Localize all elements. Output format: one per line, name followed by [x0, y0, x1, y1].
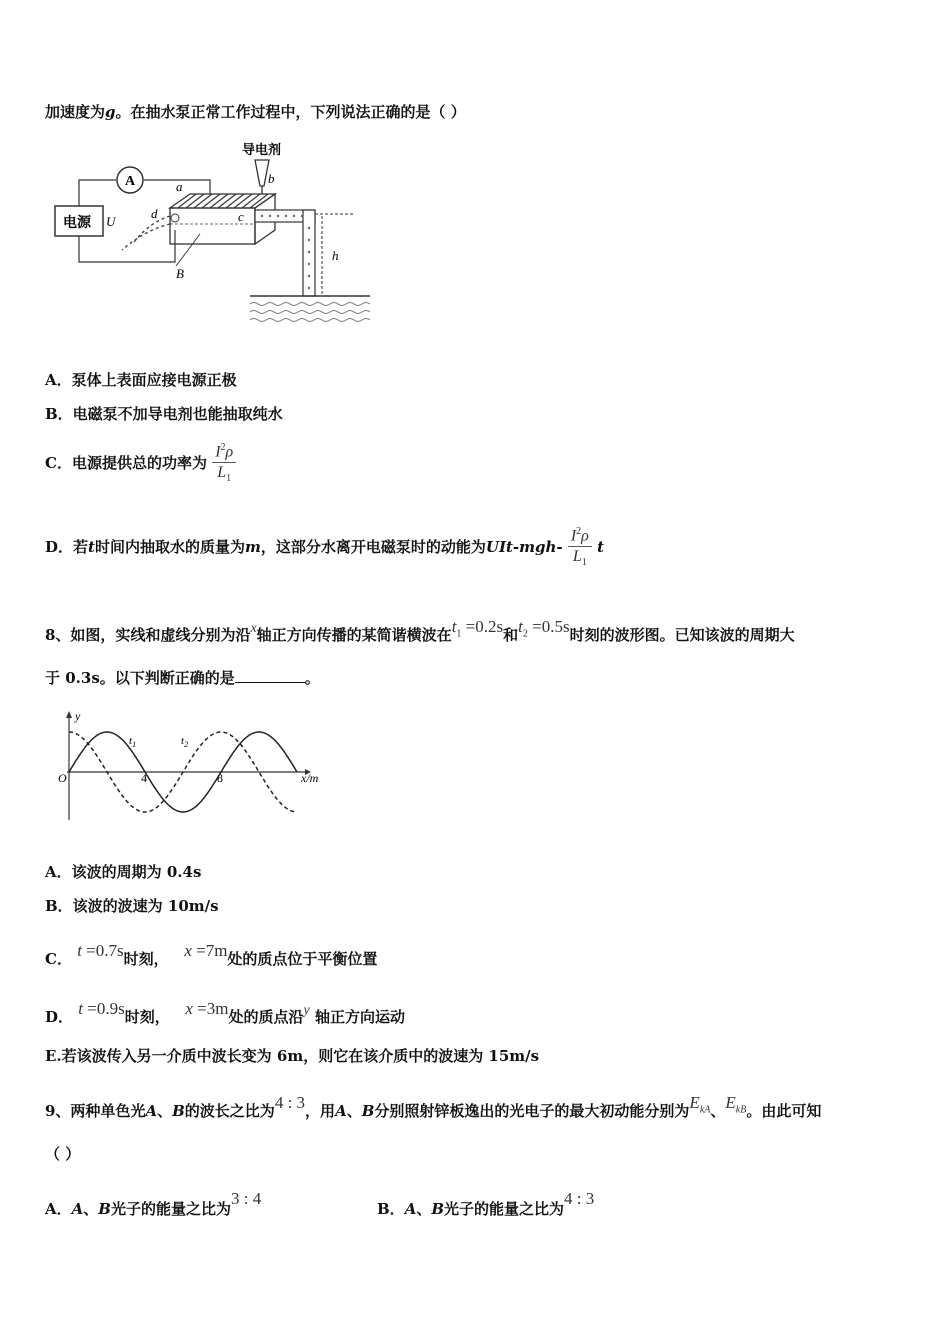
q8-option-b[interactable]: B．该波的波速为 10m/s	[45, 897, 219, 915]
q7-pump-diagram	[50, 138, 390, 338]
label-B: B	[176, 266, 184, 281]
q8-stem-line2: 于 0.3s。以下判断正确的是 。	[45, 669, 320, 687]
q9-stem-line1: 9、两种单色光A、B的波长之比为4 : 3，用A、B分别照射锌板逸出的光电子的最大初动能分别为$E_{kA}$、$E_{kB}$。由此可知	[45, 1093, 822, 1120]
x-tick-8: 8	[217, 771, 223, 785]
label-ammeter: A	[125, 174, 136, 189]
q8-option-d[interactable]: D． t =0.9s时刻， x =3m处的质点沿y 轴正方向运动	[45, 999, 405, 1026]
water-stream	[122, 216, 170, 250]
agent-funnel	[255, 160, 269, 186]
x-tick-4: 4	[141, 771, 147, 785]
label-t1: $t_1$	[129, 735, 137, 749]
answer-blank[interactable]	[235, 668, 305, 683]
label-d: d	[151, 206, 158, 221]
label-h: h	[332, 248, 339, 263]
origin-label: O	[58, 771, 67, 785]
q7-intro: 加速度为g。在抽水泵正常工作过程中，下列说法正确的是（ ）	[45, 103, 466, 121]
q9-option-a[interactable]: A．A、B光子的能量之比为3 : 4	[45, 1189, 262, 1218]
q7-option-a[interactable]: A．泵体上表面应接电源正极	[45, 371, 237, 389]
q7-option-d[interactable]: D．若t时间内抽取水的质量为m，这部分水离开电磁泵时的动能为UIt-mgh- $\frac{I^2\rho}{L_1}$ t	[45, 522, 604, 574]
q9-paren: （ ）	[45, 1145, 81, 1163]
q7-d-fraction: $\frac{I^2\rho}{L_1}$	[568, 522, 592, 574]
label-c: c	[238, 209, 244, 224]
q7-option-b[interactable]: B．电磁泵不加导电剂也能抽取纯水	[45, 405, 283, 423]
q7-c-fraction: $\frac{I^2\rho}{L_1}$	[212, 438, 236, 490]
q8-option-e[interactable]: E.若该波传入另一介质中波长变为 6m，则它在该介质中的波速为 15m/s	[45, 1047, 540, 1065]
label-b: b	[268, 171, 275, 186]
label-power: 电源	[63, 216, 91, 231]
q8-wave-chart	[55, 708, 335, 823]
q9-option-b[interactable]: B．A、B光子的能量之比为4 : 3	[377, 1189, 595, 1218]
q8-option-a[interactable]: A．该波的周期为 0.4s	[45, 863, 202, 881]
label-a: a	[176, 179, 183, 194]
y-axis-arrow	[66, 711, 72, 718]
x-axis-label: x/m	[301, 771, 319, 785]
label-t2: $t_2$	[181, 735, 189, 749]
label-U: U	[106, 214, 116, 229]
q8-stem-line1: 8、如图，实线和虚线分别为沿x轴正方向传播的某简谐横波在$t_1 =0.2s$和$t_2 =0.5s$时刻的波形图。已知该波的周期大	[45, 617, 795, 644]
y-axis-label: y	[75, 709, 81, 723]
wire-top	[79, 180, 116, 206]
q8-option-c[interactable]: C． t =0.7s时刻， x =7m处的质点位于平衡位置	[45, 941, 378, 968]
q7-option-c[interactable]: C．电源提供总的功率为 $\frac{I^2\rho}{L_1}$	[45, 438, 236, 490]
label-agent: 导电剂	[242, 142, 282, 157]
